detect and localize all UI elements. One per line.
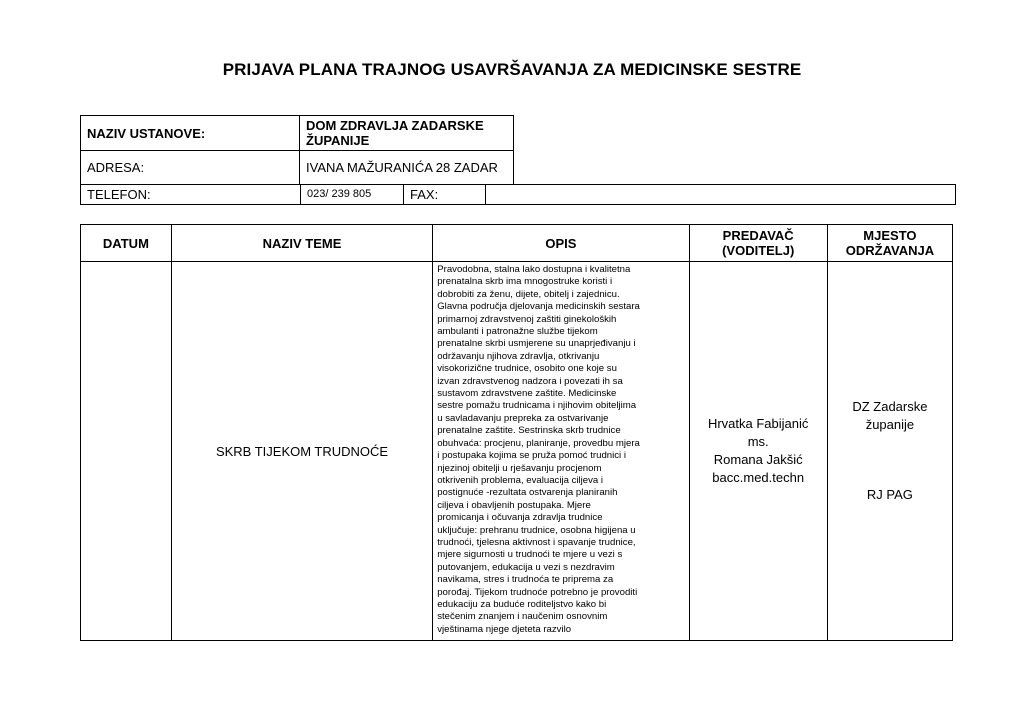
row-lecturer: Hrvatka Fabijanić ms. Romana Jakšić bacc.med.techn [689,262,827,641]
location-line-2: RJ PAG [866,487,913,502]
row-description: Pravodobna, stalna lako dostupna i kvalitetna prenatalna skrb ima mnogostruke koristi i dobrobiti za ženu, dijete, obitelj i zajednicu. Glavna područja djelovanja medicinskih sestara primarnoj zdravstvenoj zaštiti ginekoloških ambulanti i patronažne službe tijekom prenatalne skrbi usmjerene su unaprjeđivanju i održavanju njihova zdravlja, otkrivanju visokorizične trudnice, osobito one koje su izvan zdravstvenog nadzora i povezati ih sa sustavom zdravstvene zaštite. Medicinske sestre pomažu trudnicama i njihovim obiteljima u savladavanju prepreka za ostvarivanje prenatalne zaštite. Sestrinska skrb trudnice obuhvaća: procjenu, planiranje, provedbu mjera i postupaka kojima se pruža pomoć trudnici i njezinoj obitelji u rješavanju procjenom otkrivenih problema, evaluacija ciljeva i postignuće -rezultata ostvarenja planiranih ciljeva i obavljenih postupaka. Mjere promicanja i očuvanja zdravlja trudnice uključuje: prehranu trudnice, osobna higijena u trudnoći, tjelesna aktivnost i spavanje trudnice, mjere sigurnosti u trudnoći te mjere u vezi s putovanjem, edukacija u vezi s nezdravim navikama, stres i trudnoća te priprema za porođaj. Tijekom trudnoće potrebno je provoditi edukaciju za buduće roditeljstvo kako bi stečenim znanjem i naučenim osnovnim vještinama njege djeteta razvilo [433,262,689,641]
header-description: OPIS [433,225,689,262]
fax-label: FAX: [403,185,490,204]
header-location: MJESTO ODRŽAVANJA [827,225,952,262]
row-topic: SKRB TIJEKOM TRUDNOĆE [171,262,432,641]
location-line-1: DZ Zadarske županije [852,399,928,432]
institution-name-value: DOM ZDRAVLJA ZADARSKE ŽUPANIJE [300,116,514,151]
phone-label: TELEFON: [87,187,151,202]
training-plan-table [80,224,953,641]
header-date: DATUM [81,225,172,262]
page-title: PRIJAVA PLANA TRAJNOG USAVRŠAVANJA ZA MEDICINSKE SESTRE [222,60,802,79]
row-date [81,262,172,641]
address-value: IVANA MAŽURANIĆA 28 ZADAR [300,151,514,185]
institution-info-table [80,115,514,185]
address-row [81,151,514,185]
row-location [827,262,952,641]
plan-header-row [81,225,953,262]
phone-fax-row [80,184,956,205]
institution-name-row [81,116,514,151]
institution-name-label: NAZIV USTANOVE: [81,116,300,151]
header-lecturer: PREDAVAČ (VODITELJ) [689,225,827,262]
table-row [81,262,953,641]
phone-value: 023/ 239 805 [300,185,485,204]
address-label: ADRESA: [81,151,300,185]
fax-value [485,185,962,204]
header-topic: NAZIV TEME [171,225,432,262]
